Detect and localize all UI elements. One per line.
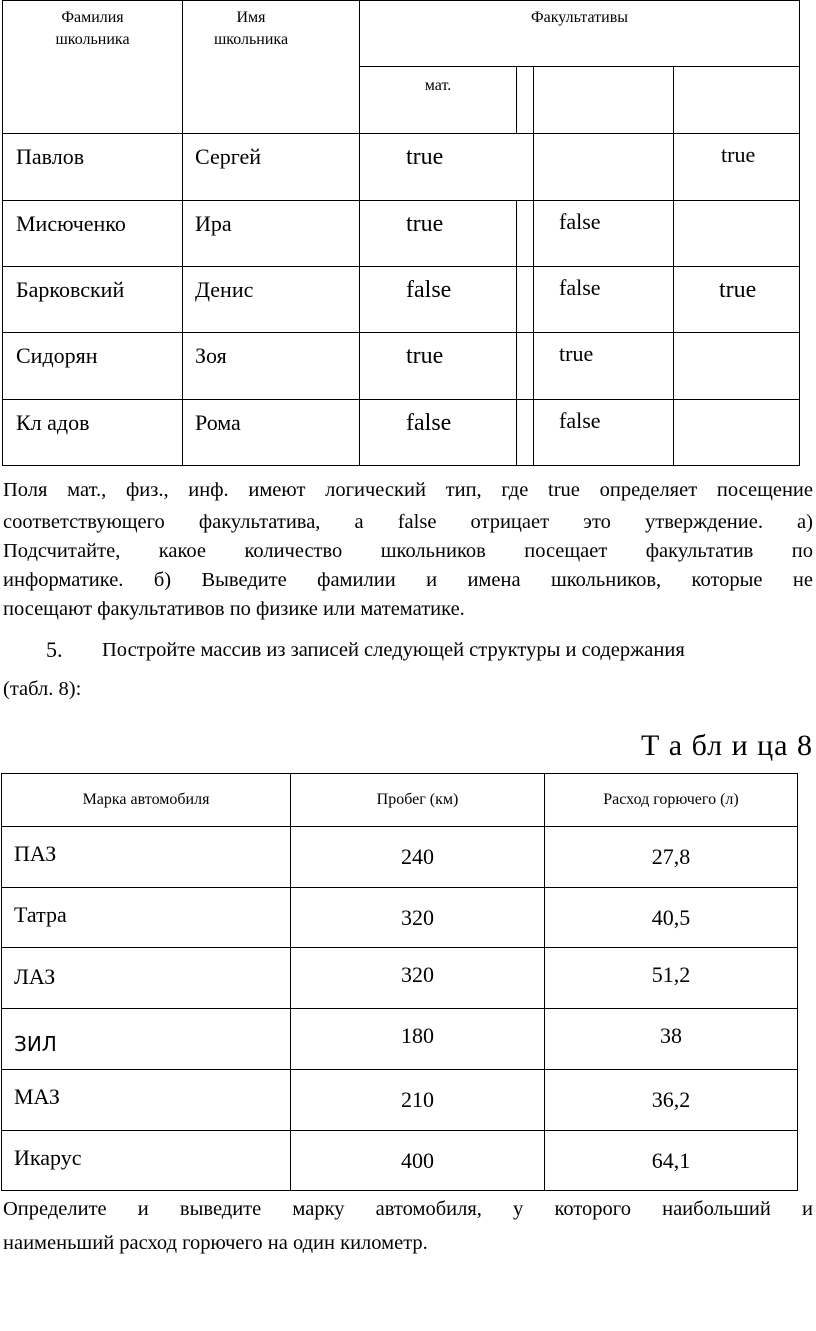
text-line: наименьший расход горючего на один километр. — [3, 1232, 428, 1254]
table-row — [3, 133, 800, 200]
header-name-line2: школьника — [213, 31, 289, 48]
name-cell: Сергей — [195, 143, 261, 169]
elective2-cell: false — [559, 208, 601, 234]
brand-cell: МАЗ — [14, 1084, 60, 1109]
mileage-cell: 240 — [291, 827, 545, 888]
brand-cell: ЛАЗ — [14, 964, 56, 989]
elective2-cell: true — [559, 341, 594, 367]
mileage-cell: 320 — [291, 948, 545, 1009]
text-line: соответствующего факультатива, а false отрицает это утверждение. а) — [3, 511, 813, 533]
fuel-cell: 40,5 — [545, 888, 798, 948]
math-cell: true — [406, 343, 444, 370]
table-row — [3, 267, 800, 333]
text-line: Определите и выведите марку автомобиля, у которого наибольший и — [3, 1198, 813, 1220]
name-cell: Ира — [195, 210, 232, 236]
name-cell: Рома — [195, 409, 241, 435]
header-electives — [360, 1, 800, 67]
header-mileage: Пробег (км) — [291, 774, 545, 827]
elective2-cell: false — [559, 407, 601, 433]
table-row — [2, 827, 798, 888]
paragraph-task-4 — [3, 476, 813, 624]
task-number: 5. — [46, 637, 63, 662]
header-fuel: Расход горючего (л) — [545, 774, 798, 827]
math-cell: false — [406, 277, 452, 304]
elective2-cell: false — [559, 275, 601, 301]
brand-cell: ПАЗ — [14, 841, 57, 866]
table-row — [2, 948, 798, 1009]
mileage-cell: 400 — [291, 1131, 545, 1191]
header-surname-line1: Фамилия — [61, 9, 124, 26]
fuel-cell: 64,1 — [545, 1131, 798, 1191]
brand-cell: ЗИЛ — [14, 1032, 57, 1056]
math-cell: true — [406, 210, 444, 237]
fuel-cell: 27,8 — [545, 827, 798, 888]
mileage-cell: 180 — [291, 1009, 545, 1070]
header-math — [360, 67, 517, 133]
surname-cell: Кл адов — [16, 409, 90, 435]
mileage-cell: 210 — [291, 1070, 545, 1131]
task-line-2: (табл. 8): — [3, 678, 82, 700]
header-surname — [3, 1, 183, 134]
name-cell: Денис — [195, 277, 254, 303]
brand-cell: Икарус — [14, 1145, 82, 1170]
fuel-cell: 38 — [545, 1009, 798, 1070]
header-math-label: мат. — [424, 77, 452, 95]
surname-cell: Барковский — [16, 277, 125, 303]
text-line: Подсчитайте, какое количество школьников посещает факультатив по — [3, 540, 813, 562]
table-row — [3, 333, 800, 399]
students-table — [2, 0, 800, 466]
header-brand: Марка автомобиля — [2, 774, 291, 827]
name-cell: Зоя — [195, 343, 227, 369]
task-line-1: Постройте массив из записей следующей структуры и содержания — [102, 639, 685, 661]
cars-table — [1, 773, 798, 1191]
header-name-line1: Имя — [236, 9, 266, 26]
elective3-cell: true — [719, 277, 757, 304]
table-row — [2, 1009, 798, 1070]
brand-cell: Татра — [14, 902, 67, 927]
header-electives-label: Факультативы — [531, 9, 628, 26]
mileage-cell: 320 — [291, 888, 545, 948]
table-caption: Т а бл и ца 8 — [640, 729, 813, 762]
surname-cell: Мисюченко — [16, 210, 126, 236]
elective3-cell: true — [721, 141, 756, 167]
header-name — [183, 1, 360, 134]
text-line: Поля мат., физ., инф. имеют логический тип, где true определяет посещение — [3, 479, 813, 501]
text-line: посещают факультативов по физике или математике. — [3, 598, 465, 620]
surname-cell: Павлов — [16, 143, 85, 169]
math-cell: false — [406, 409, 452, 436]
header-surname-line2: школьника — [55, 31, 130, 48]
table-row — [3, 200, 800, 266]
surname-cell: Сидорян — [16, 343, 98, 369]
fuel-cell: 36,2 — [545, 1070, 798, 1131]
paragraph-task-5 — [3, 1192, 813, 1260]
math-cell: true — [406, 143, 444, 170]
header-blank-1 — [534, 67, 674, 133]
header-narrow — [517, 67, 534, 133]
table-row — [2, 1131, 798, 1191]
table-row — [3, 399, 800, 465]
table-row — [2, 888, 798, 948]
text-line: информатике. б) Выведите фамилии и имена школьников, которые не — [3, 569, 813, 591]
fuel-cell: 51,2 — [545, 948, 798, 1009]
table-row — [2, 1070, 798, 1131]
header-blank-2 — [674, 67, 800, 133]
